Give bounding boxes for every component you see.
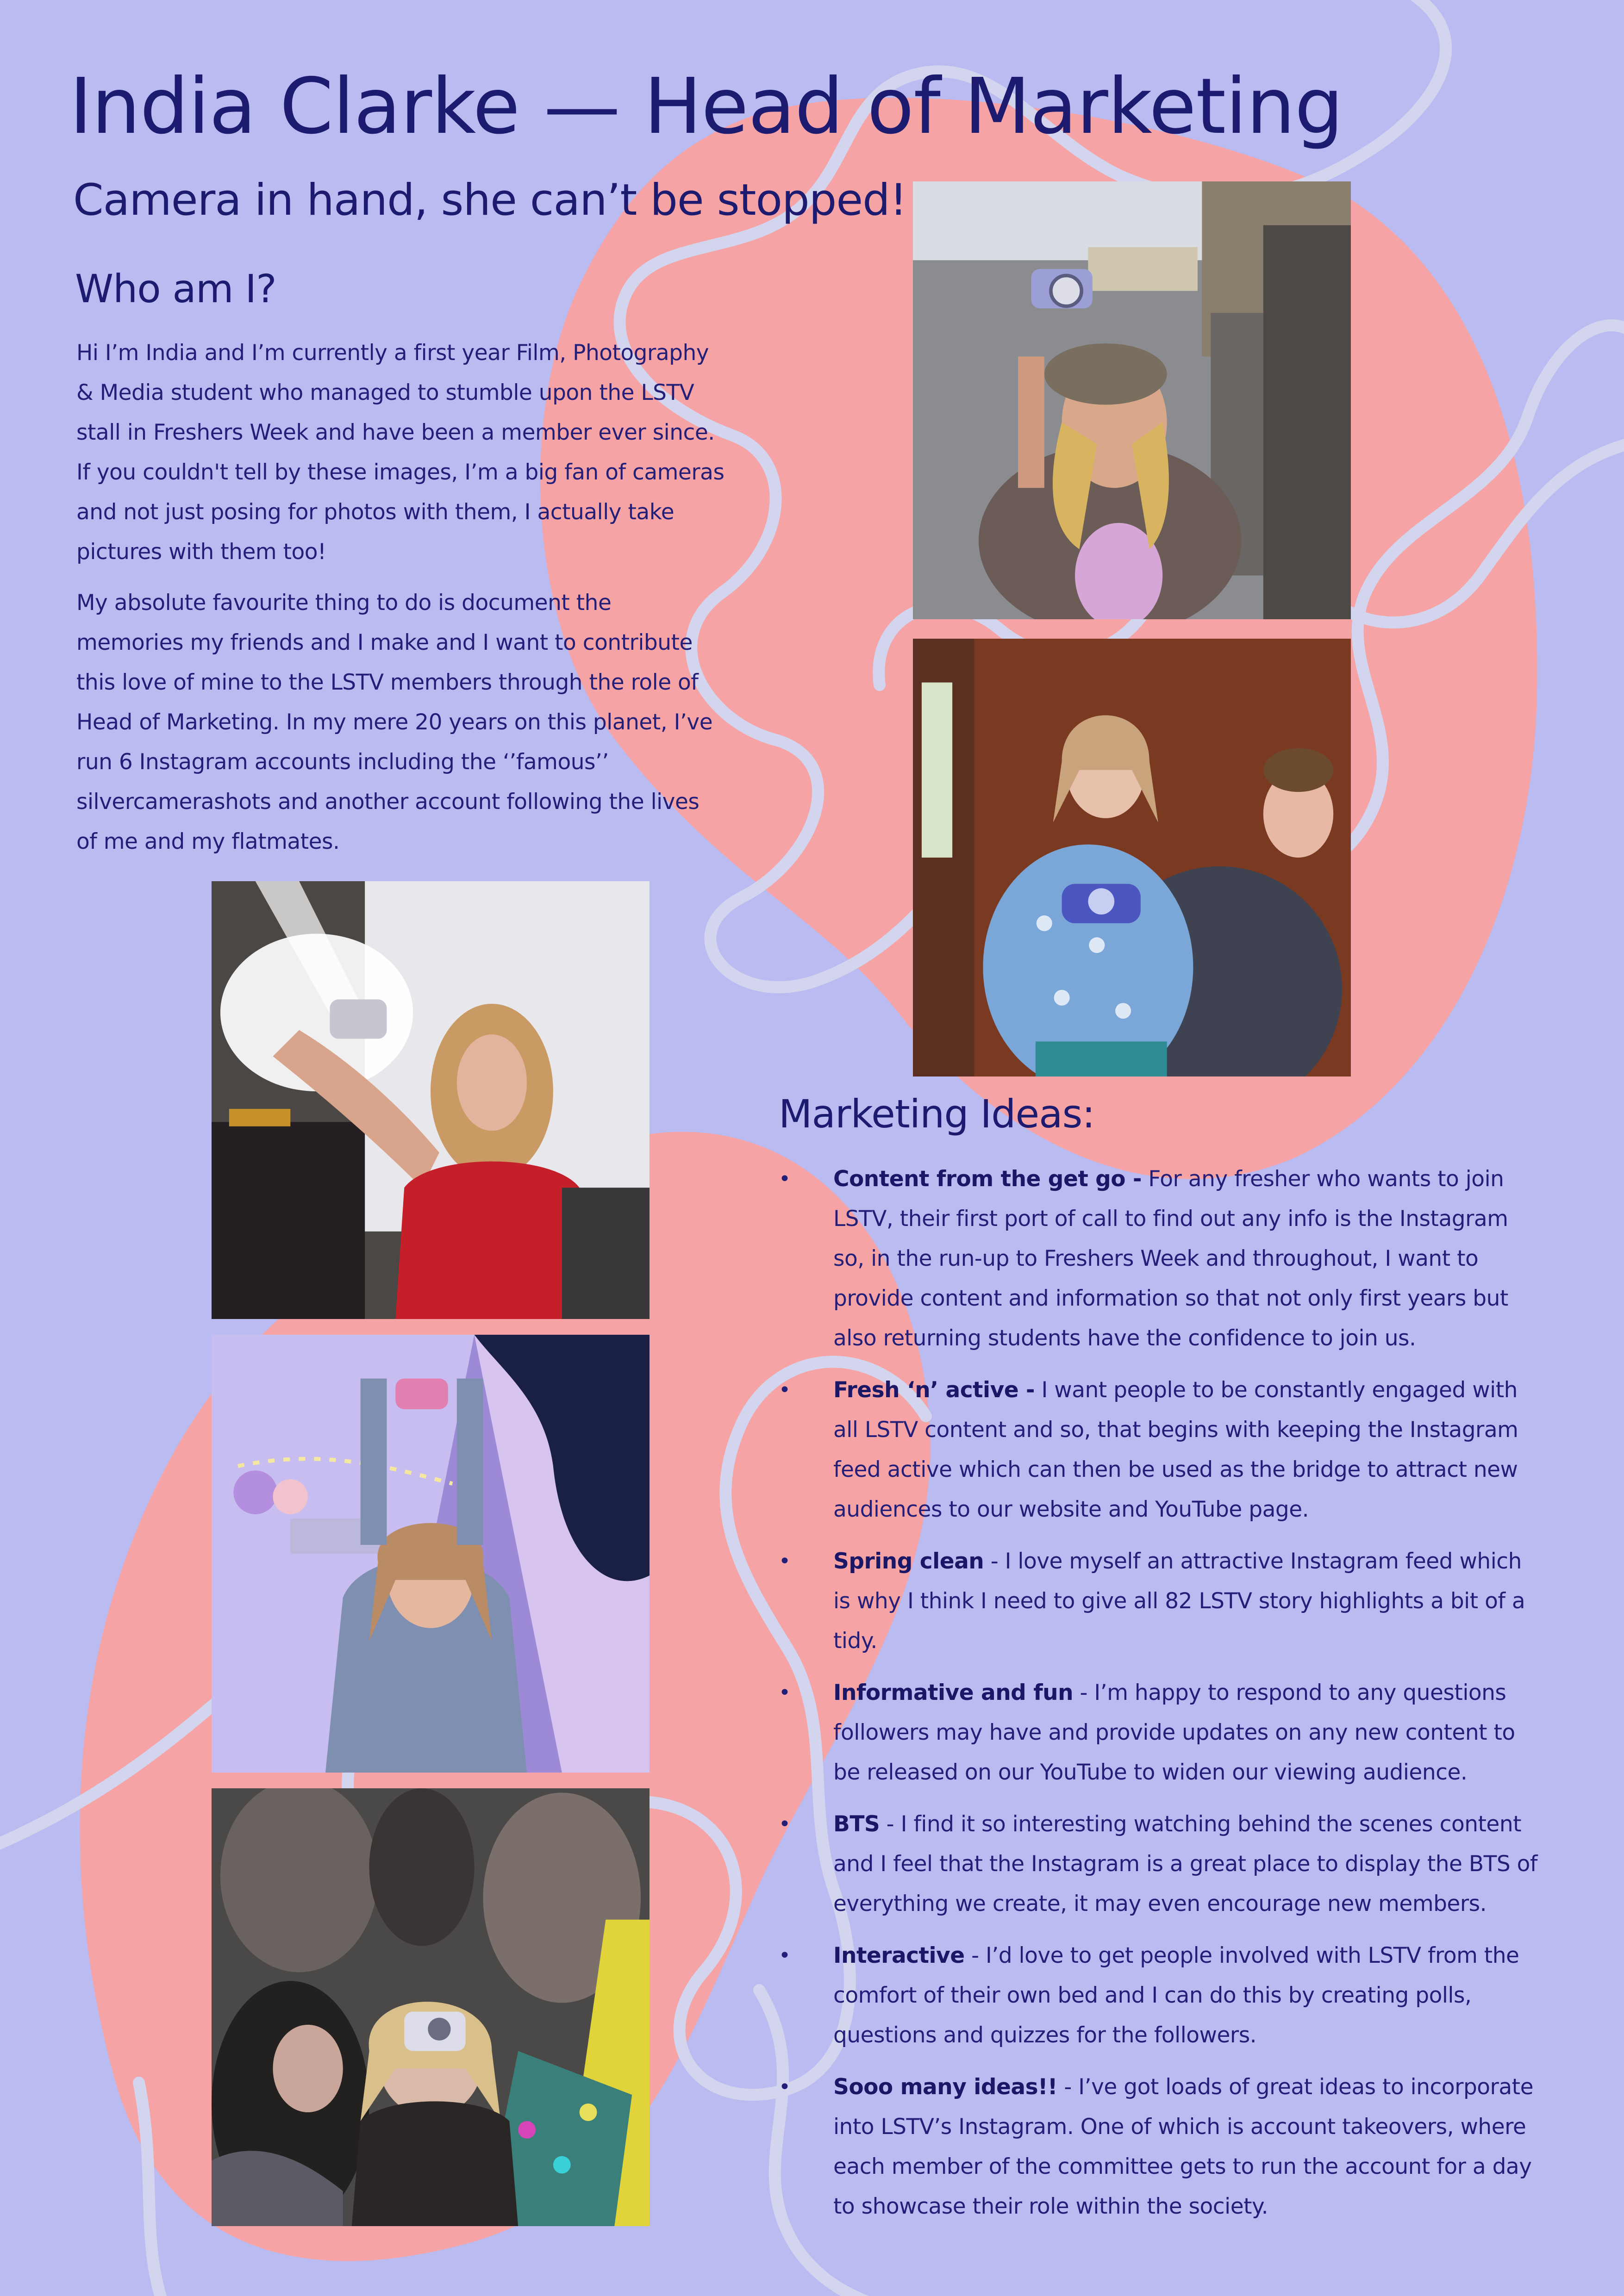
idea-title: BTS (833, 1811, 880, 1837)
about-heading: Who am I? (75, 266, 276, 311)
idea-title: Interactive (833, 1943, 965, 1968)
bullet-icon: • (779, 1944, 791, 1967)
idea-title: Sooo many ideas!! (833, 2074, 1057, 2100)
idea-title: Fresh ‘n’ active - (833, 1377, 1035, 1403)
photo-party-tent (212, 1335, 650, 1773)
idea-title: Content from the get go - (833, 1166, 1142, 1192)
idea-text: - I’ve got loads of great ideas to incorporate into LSTV’s Instagram. One of which is account takeovers, where each member of the committee gets to run the account for a day to showcase their role within the society. (833, 2074, 1534, 2219)
bullet-icon: • (779, 1681, 791, 1705)
idea-item (779, 1673, 1543, 1792)
idea-item (779, 1159, 1543, 1358)
idea-text: For any fresher who wants to join LSTV, their first port of call to find out any info is the Instagram so, in the run-up to Freshers Week and throughout, I want to provide content and information so that not only first years but also returning students have the confidence to join us. (833, 1166, 1508, 1351)
ideas-list (779, 1159, 1543, 2239)
bullet-icon: • (779, 2075, 791, 2099)
idea-title: Spring clean (833, 1549, 984, 1574)
photo-children-toy-camera (913, 639, 1351, 1076)
page-title: India Clarke — Head of Marketing (69, 62, 1343, 151)
photo-camera-street (913, 181, 1351, 619)
photo-camera-flash (212, 881, 650, 1319)
idea-item (779, 2067, 1543, 2227)
bullet-icon: • (779, 1812, 791, 1836)
idea-text: - I find it so interesting watching behind the scenes content and I feel that the Instagram is a great place to display the BTS of everything we create, it may even encourage new members. (833, 1811, 1537, 1916)
idea-text: I want people to be constantly engaged with all LSTV content and so, that begins with keeping the Instagram feed active which can then be used as the bridge to attract new audiences to our website and YouTube page. (833, 1377, 1518, 1522)
idea-text: - I’d love to get people involved with LSTV from the comfort of their own bed and I can do this by creating polls, questions and quizzes for the followers. (833, 1943, 1519, 2048)
idea-text: - I’m happy to respond to any questions followers may have and provide updates on any new content to be released on our YouTube to widen our viewing audience. (833, 1680, 1515, 1785)
idea-item (779, 1370, 1543, 1530)
bullet-icon: • (779, 1549, 791, 1573)
about-paragraph-2: My absolute favourite thing to do is document the memories my friends and I make and I want to contribute this love of mine to the LSTV members through the role of Head of Marketing. In my mere 20 years on this planet, I’ve run 6 Instagram accounts including the ‘’famous’’ silvercamerashots and another account following the lives of me and my flatmates. (76, 590, 713, 854)
idea-title: Informative and fun (833, 1680, 1074, 1705)
about-paragraph-1: Hi I’m India and I’m currently a first year Film, Photography & Media student who managed to stumble upon the LSTV stall in Freshers Week and have been a member ever since. If you couldn't tell by these images, I’m a big fan of cameras and not just posing for photos with them, I actually take pictures with them too! (76, 340, 725, 565)
idea-text: - I love myself an attractive Instagram feed which is why I think I need to give all 82 LSTV story highlights a bit of a tidy. (833, 1549, 1525, 1654)
ideas-heading: Marketing Ideas: (779, 1091, 1095, 1137)
bullet-icon: • (779, 1378, 791, 1402)
bullet-icon: • (779, 1167, 791, 1191)
idea-item (779, 1804, 1543, 1924)
idea-item (779, 1542, 1543, 1661)
page-subtitle: Camera in hand, she can’t be stopped! (73, 175, 907, 225)
about-body (76, 333, 725, 873)
idea-item (779, 1936, 1543, 2055)
photo-club-crowd (212, 1788, 650, 2226)
